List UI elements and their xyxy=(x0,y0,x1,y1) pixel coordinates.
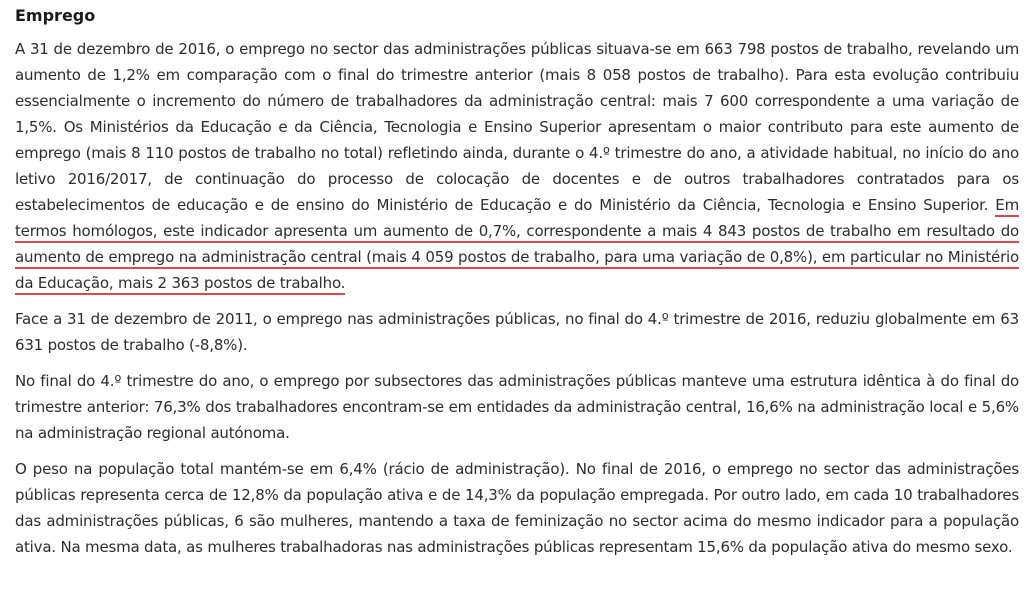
document-body xyxy=(15,4,1019,570)
paragraph-comparison-2011: Face a 31 de dezembro de 2011, o emprego nas administrações públicas, no final do 4.º trimestre de 2016, reduziu globalmente em 63 631 postos de trabalho (-8,8%). xyxy=(15,310,1019,354)
section-title: Emprego xyxy=(15,6,96,25)
paragraph-text: A 31 de dezembro de 2016, o emprego no sector das administrações públicas situava-se em 663 798 postos de trabalho, revelando um aumento de 1,2% em comparação com o final do trimestre anterior (mais 8 058 postos de trabalho). Para esta evolução contribuiu essencialmente o incremento do número de trabalhadores da administração central: mais 7 600 correspondente a uma variação de 1,5%. Os Ministérios da Educação e da Ciência, Tecnologia e Ensino Superior apresentam o maior contributo para este aumento de emprego (mais 8 110 postos de trabalho no total) refletindo ainda, durante o 4.º trimestre do ano, a atividade habitual, no início do ano letivo 2016/2017, de continuação do processo de colocação de docentes e de outros trabalhadores contratados para os estabelecimentos de educação e de ensino do Ministério de Educação e do Ministério da Ciência, Tecnologia e Ensino Superior. xyxy=(15,40,1019,214)
paragraph-subsector-structure: No final do 4.º trimestre do ano, o emprego por subsectores das administrações públicas manteve uma estrutura idêntica à do final do trimestre anterior: 76,3% dos trabalhadores encontram-se em entidades da administração central, 16,6% na administração local e 5,6% na administração regional autónoma. xyxy=(15,372,1019,442)
highlighted-sentence: Em termos homólogos, este indicador apresenta um aumento de 0,7%, correspondente a mais 4 843 postos de trabalho em resultado do aumento de emprego na administração central (mais 4 059 postos de trabalho, para uma variação de 0,8%), em particular no Ministério da Educação, mais 2 363 postos de trabalho. xyxy=(15,196,1019,295)
paragraph-employment-summary xyxy=(15,36,1019,296)
paragraph-population-share: O peso na população total mantém-se em 6,4% (rácio de administração). No final de 2016, o emprego no sector das administrações públicas representa cerca de 12,8% da população ativa e de 14,3% da população empregada. Por outro lado, em cada 10 trabalhadores das administrações públicas, 6 são mulheres, mantendo a taxa de feminização no sector acima do mesmo indicador para a população ativa. Na mesma data, as mulheres trabalhadoras nas administrações públicas representam 15,6% da população ativa do mesmo sexo. xyxy=(15,460,1019,556)
